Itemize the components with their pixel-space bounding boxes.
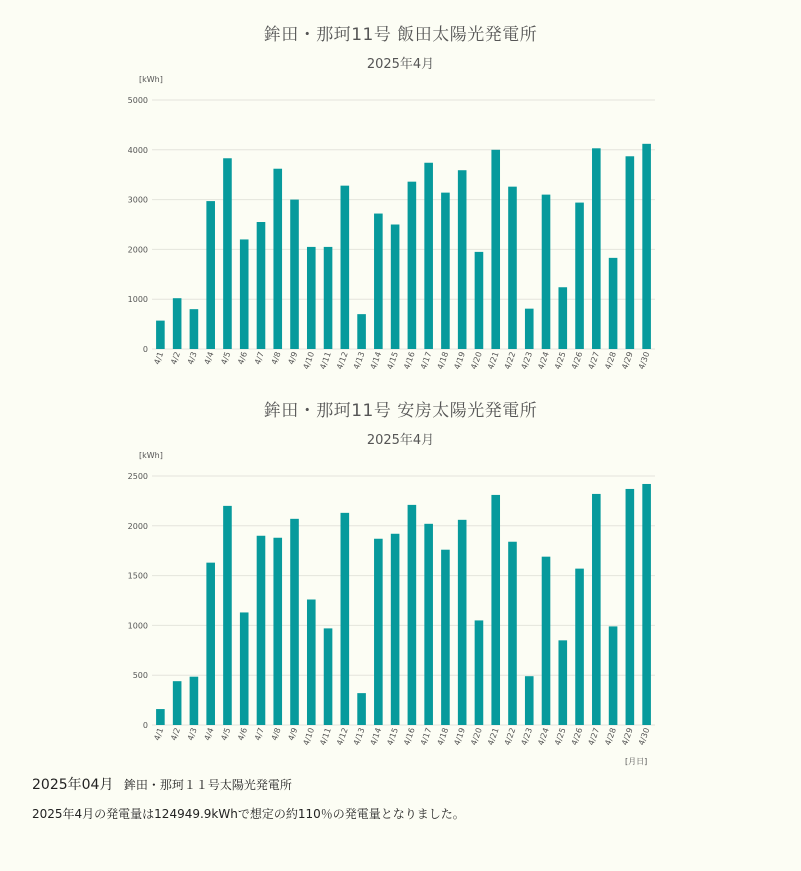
- x-tick-label: 4/13: [351, 726, 367, 747]
- x-tick-label: 4/6: [236, 726, 250, 742]
- bar: [508, 542, 517, 725]
- x-tick-label: 4/27: [586, 350, 602, 371]
- x-tick-label: 4/8: [269, 726, 283, 742]
- y-axis-unit: [kWh]: [139, 75, 163, 84]
- bar: [491, 150, 500, 349]
- x-tick-label: 4/29: [620, 350, 635, 371]
- bar: [408, 182, 417, 349]
- bar: [642, 484, 651, 725]
- x-tick-label: 4/3: [185, 350, 199, 366]
- bar: [374, 214, 383, 349]
- bar: [458, 520, 467, 725]
- bar: [324, 247, 333, 349]
- x-tick-label: 4/5: [219, 350, 233, 366]
- x-tick-label: 4/22: [502, 726, 518, 747]
- bar: [307, 600, 316, 725]
- x-tick-label: 4/14: [368, 350, 384, 371]
- x-tick-label: 4/6: [236, 350, 250, 366]
- bar: [592, 494, 601, 725]
- x-tick-label: 4/19: [452, 726, 468, 747]
- bar: [424, 163, 433, 349]
- x-tick-label: 4/13: [351, 350, 367, 371]
- x-tick-label: 4/28: [603, 726, 618, 747]
- x-tick-label: 4/3: [185, 726, 199, 742]
- bar: [525, 676, 534, 725]
- chart-subtitle: 2025年4月: [366, 433, 435, 448]
- x-tick-label: 4/10: [301, 726, 317, 747]
- bar: [408, 505, 417, 725]
- bar: [609, 258, 618, 349]
- x-tick-label: 4/25: [553, 350, 568, 371]
- chart-title: 鉾田・那珂11号 飯田太陽光発電所: [263, 25, 538, 45]
- x-tick-label: 4/11: [318, 726, 333, 747]
- y-tick-label: 500: [132, 671, 148, 681]
- bar-chart-iida: [0, 70, 801, 380]
- y-tick-label: 0: [142, 721, 148, 730]
- bar: [290, 519, 299, 725]
- bar: [508, 187, 517, 349]
- footer-month: 2025年04月: [32, 777, 114, 793]
- x-tick-label: 4/10: [301, 350, 317, 371]
- bar: [156, 709, 165, 725]
- x-tick-label: 4/24: [536, 350, 551, 371]
- bar-chart-awa: [0, 446, 801, 768]
- x-tick-label: 4/4: [202, 726, 216, 742]
- x-tick-label: 4/27: [586, 726, 602, 747]
- bar: [206, 201, 215, 349]
- x-tick-label: 4/24: [536, 726, 551, 747]
- bar: [341, 513, 350, 725]
- bar: [257, 222, 266, 349]
- bar: [173, 298, 182, 349]
- x-tick-label: 4/21: [485, 350, 501, 371]
- y-tick-label: 2500: [127, 472, 148, 481]
- chart-awa: [0, 376, 801, 768]
- bar: [357, 693, 366, 725]
- footer-summary: 2025年4月の発電量は124949.9kWhで想定の約110％の発電量となりました。: [32, 807, 465, 821]
- bar: [357, 314, 366, 349]
- bar: [609, 626, 618, 725]
- x-tick-label: 4/25: [553, 726, 568, 747]
- bar: [206, 563, 215, 725]
- x-tick-label: 4/12: [335, 350, 350, 371]
- x-tick-label: 4/20: [469, 726, 484, 747]
- x-tick-label: 4/7: [253, 350, 266, 366]
- bar: [307, 247, 316, 349]
- bar: [173, 681, 182, 725]
- x-tick-label: 4/17: [418, 726, 434, 747]
- bar: [156, 321, 165, 349]
- bar: [257, 536, 266, 725]
- bar: [391, 534, 400, 725]
- x-tick-label: 4/11: [318, 350, 333, 371]
- x-tick-label: 4/9: [286, 726, 300, 742]
- x-tick-label: 4/8: [269, 350, 283, 366]
- chart-iida: [0, 0, 801, 380]
- x-tick-label: 4/2: [169, 726, 183, 742]
- x-tick-label: 4/28: [603, 350, 618, 371]
- x-tick-label: 4/1: [152, 726, 166, 742]
- x-tick-label: 4/15: [385, 350, 400, 371]
- x-tick-label: 4/30: [636, 726, 652, 747]
- bar: [542, 195, 551, 349]
- x-tick-label: 4/19: [452, 350, 468, 371]
- x-tick-label: 4/14: [368, 726, 384, 747]
- bar: [592, 148, 601, 349]
- y-tick-label: 2000: [127, 521, 148, 531]
- y-axis-unit: [kWh]: [139, 451, 163, 460]
- x-tick-label: 4/23: [519, 350, 535, 371]
- x-tick-label: 4/17: [418, 350, 434, 371]
- bar: [240, 612, 249, 725]
- x-tick-label: 4/29: [620, 726, 635, 747]
- bar: [558, 287, 567, 349]
- x-tick-label: 4/15: [385, 726, 400, 747]
- bar: [223, 158, 232, 349]
- bar: [223, 506, 232, 725]
- x-tick-label: 4/16: [402, 350, 417, 371]
- x-tick-label: 4/21: [485, 726, 501, 747]
- chart-title: 鉾田・那珂11号 安房太陽光発電所: [263, 401, 538, 421]
- bar: [374, 539, 383, 725]
- x-tick-label: 4/26: [569, 350, 585, 371]
- bar: [273, 169, 282, 349]
- bar: [324, 628, 333, 725]
- y-tick-label: 1000: [127, 295, 148, 305]
- x-tick-label: 4/5: [219, 726, 233, 742]
- x-tick-label: 4/26: [569, 726, 585, 747]
- y-tick-label: 0: [142, 345, 148, 354]
- x-tick-label: 4/4: [202, 350, 216, 366]
- bar: [391, 225, 400, 350]
- bar: [491, 495, 500, 725]
- chart-subtitle: 2025年4月: [366, 57, 435, 72]
- bar: [441, 550, 450, 725]
- x-tick-label: 4/23: [519, 726, 535, 747]
- y-tick-label: 4000: [127, 145, 148, 155]
- bar: [525, 309, 534, 349]
- x-tick-label: 4/18: [435, 726, 451, 747]
- x-tick-label: 4/9: [286, 350, 300, 366]
- bar: [240, 239, 249, 349]
- y-tick-label: 3000: [127, 195, 148, 205]
- x-tick-label: 4/2: [169, 350, 183, 366]
- x-tick-label: 4/18: [435, 350, 451, 371]
- y-tick-label: 1500: [127, 571, 148, 581]
- bar: [273, 538, 282, 725]
- y-tick-label: 1000: [127, 621, 148, 631]
- x-tick-label: 4/12: [335, 726, 350, 747]
- bar: [575, 203, 584, 349]
- x-axis-unit: [月日]: [625, 757, 648, 766]
- bar: [441, 193, 450, 349]
- bar: [475, 252, 484, 349]
- bar: [190, 677, 199, 725]
- bar: [341, 186, 350, 349]
- bar: [424, 524, 433, 725]
- bar: [190, 309, 199, 349]
- bar: [458, 170, 467, 349]
- bar: [558, 640, 567, 725]
- bar: [542, 557, 551, 725]
- x-tick-label: 4/16: [402, 726, 417, 747]
- bar: [475, 620, 484, 725]
- y-tick-label: 5000: [127, 96, 148, 105]
- bar: [626, 156, 635, 349]
- bar: [626, 489, 635, 725]
- x-tick-label: 4/1: [152, 350, 166, 366]
- bar: [290, 200, 299, 349]
- x-tick-label: 4/30: [636, 350, 652, 371]
- bar: [575, 569, 584, 725]
- y-tick-label: 2000: [127, 245, 148, 255]
- x-tick-label: 4/20: [469, 350, 484, 371]
- footer-heading: [32, 774, 292, 794]
- footer-plant: 鉾田・那珂１１号太陽光発電所: [123, 778, 292, 792]
- bar: [642, 144, 651, 349]
- x-tick-label: 4/22: [502, 350, 518, 371]
- x-tick-label: 4/7: [253, 726, 266, 742]
